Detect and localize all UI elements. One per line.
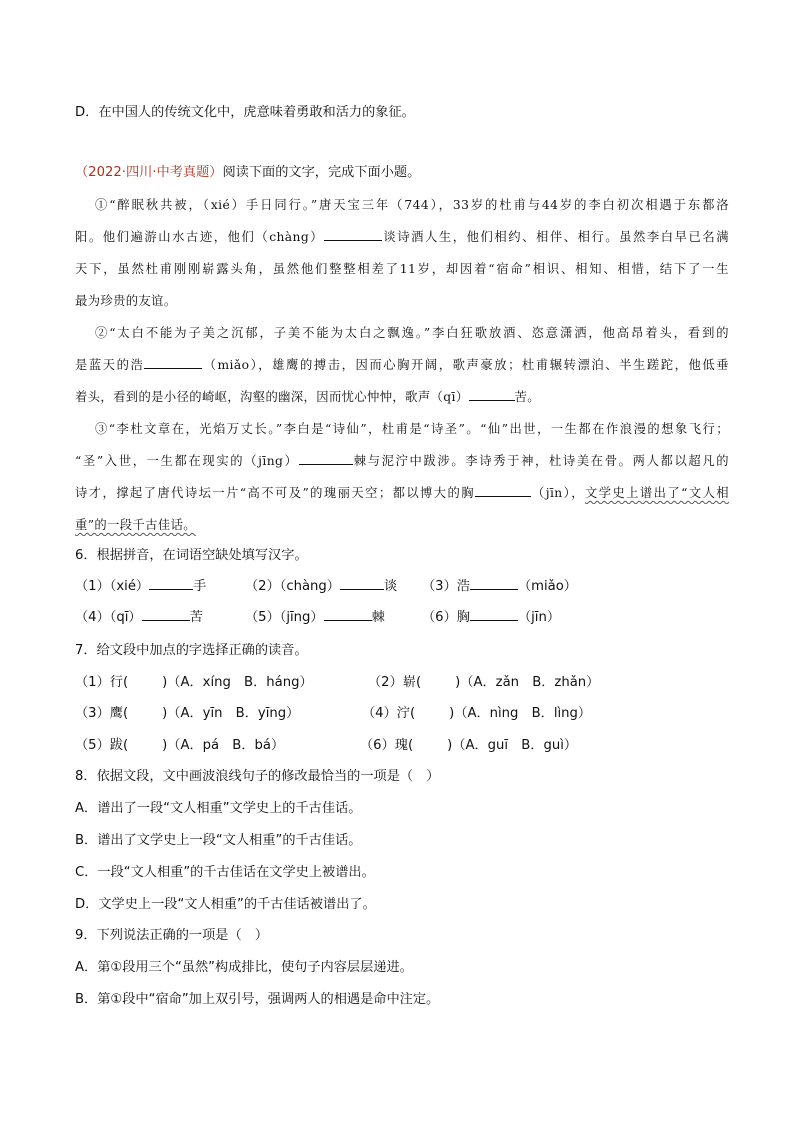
reading-intro [75, 163, 725, 183]
q8-option-a[interactable]: A．谱出了一段“文人相重”文学史上的千古佳话。 [75, 801, 362, 816]
wavy-sentence-part2: 重”的一段千古佳话。 [75, 518, 196, 532]
q6-item-1: （1）（xié） 手 [75, 579, 207, 594]
q6-item-4: （4）（qī） 苦 [75, 610, 203, 625]
q6-item-6: （6）胸 （jīn） [422, 610, 561, 625]
prev-option-d: D．在中国人的传统文化中，虎意味着勇敢和活力的象征。 [75, 105, 415, 120]
q7-item-4: （4）泞( )（A．nìng B．lìng） [362, 706, 592, 721]
q6-item-3: （3）浩 （miǎo） [422, 579, 577, 594]
fill-blank [144, 356, 202, 369]
q7-item-1: （1）行( )（A．xíng B．háng） [75, 675, 313, 690]
passage-p1-line3: 天下，虽然杜甫刚刚崭露头角，虽然他们整整相差了11岁，却因着“宿命”相识、相知、相惜，结下了一生 [75, 262, 729, 276]
q9-stem: 9．下列说法正确的一项是（ ） [75, 928, 269, 943]
q6-stem: 6．根据拼音，在词语空缺处填写汉字。 [75, 548, 308, 563]
q7-stem: 7．给文段中加点的字选择正确的读音。 [75, 643, 308, 658]
source-tag: （2022·四川·中考真题） [75, 165, 223, 180]
q6-item-2: （2）（chàng） 谈 [245, 579, 398, 594]
answer-blank[interactable] [324, 608, 372, 621]
passage-p1-line4: 最为珍贵的友谊。 [75, 294, 177, 308]
q6-item-5: （5）（jīng） 棘 [245, 610, 385, 625]
q9-option-a[interactable]: A．第①段用三个“虽然”构成排比，使句子内容层层递进。 [75, 960, 413, 975]
q7-item-2: （2）崭( )（A．zǎn B．zhǎn） [368, 675, 600, 690]
passage-p2-line2: 是蓝天的浩 （miǎo），雄鹰的搏击，因而心胸开阔，歌声豪放；杜甫辗转漂泊、半生蹉跎，他低垂 [75, 358, 729, 372]
q8-option-b[interactable]: B．谱出了文学史上一段“文人相重”的千古佳话。 [75, 833, 362, 848]
q7-item-3: （3）鹰( )（A．yīn B．yīng） [75, 706, 300, 721]
q8-option-d[interactable]: D．文学史上一段“文人相重”的千古佳话被谱出了。 [75, 897, 376, 912]
passage-p3-line3: 诗才，撑起了唐代诗坛一片“高不可及”的瑰丽天空；都以博大的胸 （jīn），文学史上谱出了“文人相 [75, 486, 729, 500]
q8-option-c[interactable]: C．一段“文人相重”的千古佳话在文学史上被谱出。 [75, 865, 375, 880]
passage-p3-line1: ③“李杜文章在，光焰万丈长。”李白是“诗仙”，杜甫是“诗圣”。“仙”出世，一生都在作浪漫的想象飞行； [95, 422, 729, 436]
wavy-sentence-part1: 文学史上谱出了“文人相 [584, 486, 729, 500]
passage-p1-line1: ①“醉眠秋共被，（xié）手日同行。”唐天宝三年（744），33岁的杜甫与44岁的李白初次相遇于东都洛 [95, 198, 729, 212]
q7-item-6: （6）瑰( )（A．guī B．guì） [360, 738, 578, 753]
q8-stem: 8．依据文段，文中画波浪线句子的修改最恰当的一项是（ ） [75, 769, 440, 784]
q9-option-b[interactable]: B．第①段中“宿命”加上双引号，强调两人的相遇是命中注定。 [75, 992, 440, 1007]
fill-blank [475, 484, 531, 497]
passage-p3-line2: “圣”入世，一生都在现实的（jīng） 棘与泥泞中跋涉。李诗秀于神，杜诗美在骨。两人都以超凡的 [75, 454, 729, 468]
passage-p3-line4 [75, 514, 729, 536]
q7-item-5: （5）跋( )（A．pá B．bá） [75, 738, 285, 753]
fill-blank [469, 388, 515, 401]
answer-blank[interactable] [470, 577, 518, 590]
passage-p2-line3: 着头，看到的是小径的崎岖，沟壑的幽深，因而忧心忡忡，歌声（qī） 苦。 [75, 390, 540, 404]
answer-blank[interactable] [340, 577, 384, 590]
passage-p2-line1: ②“太白不能为子美之沉郁，子美不能为太白之飘逸。”李白狂歌放酒、恣意潇洒，他高昂着头，看到的 [95, 326, 729, 340]
fill-blank [299, 452, 353, 465]
answer-blank[interactable] [142, 608, 190, 621]
intro-text: 阅读下面的文字，完成下面小题。 [222, 165, 421, 180]
fill-blank [324, 228, 382, 241]
answer-blank[interactable] [149, 577, 193, 590]
passage-p1-line2: 阳。他们遍游山水古迹，他们（chàng） 谈诗酒人生，他们相约、相伴、相行。虽然李白早已名满 [75, 230, 729, 244]
answer-blank[interactable] [470, 608, 518, 621]
